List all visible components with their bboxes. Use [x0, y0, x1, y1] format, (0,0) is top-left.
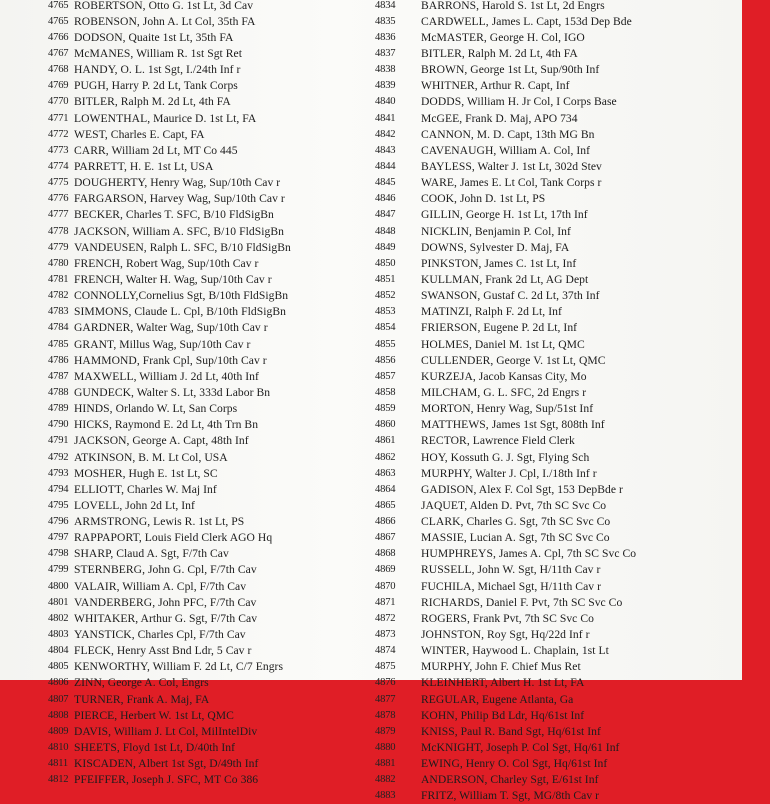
entry-name: MOSHER, Hugh E. 1st Lt, SC [74, 466, 218, 480]
entry-name: FRENCH, Robert Wag, Sup/10th Cav r [74, 256, 259, 270]
entry-name: LOVELL, John 2d Lt, Inf [74, 498, 195, 512]
list-item [12, 94, 364, 110]
entry-number: 4878 [375, 709, 396, 721]
entry-number: 4837 [375, 47, 396, 59]
entry-name: FUCHILA, Michael Sgt, H/11th Cav r [421, 579, 601, 593]
list-item [375, 433, 740, 449]
entry-number: 4853 [375, 306, 396, 318]
entry-name: KOHN, Philip Bd Ldr, Hq/61st Inf [421, 708, 585, 722]
entry-number: 4766 [48, 31, 69, 43]
entry-number: 4870 [375, 580, 396, 592]
entry-name: KENWORTHY, William F. 2d Lt, C/7 Engrs [74, 660, 284, 674]
entry-name: NICKLIN, Benjamin P. Col, Inf [421, 224, 571, 238]
entry-number: 4787 [48, 370, 69, 382]
entry-number: 4806 [48, 677, 69, 689]
entry-name: RUSSELL, John W. Sgt, H/11th Cav r [421, 563, 601, 577]
entry-name: KLEINHERT, Albert H. 1st Lt, FA [421, 676, 585, 690]
entry-number: 4846 [375, 193, 396, 205]
entry-name: RECTOR, Lawrence Field Clerk [421, 434, 575, 448]
list-item [12, 417, 364, 433]
entry-number: 4839 [375, 80, 396, 92]
entry-number: 4834 [375, 0, 396, 11]
list-item [12, 578, 364, 594]
list-item [375, 352, 740, 368]
entry-name: GILLIN, George H. 1st Lt, 17th Inf [421, 208, 588, 222]
entry-name: FRITZ, William T. Sgt, MG/8th Cav r [421, 789, 600, 803]
entry-number: 4863 [375, 467, 396, 479]
entry-name: HUMPHREYS, James A. Cpl, 7th SC Svc Co [421, 547, 637, 561]
entry-name: GRANT, Millus Wag, Sup/10th Cav r [74, 337, 251, 351]
list-item [375, 110, 740, 126]
list-item [12, 45, 364, 61]
list-item [12, 465, 364, 481]
entry-number: 4783 [48, 306, 69, 318]
entry-number: 4857 [375, 370, 396, 382]
entry-number: 4871 [375, 596, 396, 608]
list-item [375, 175, 740, 191]
list-item [12, 497, 364, 513]
entry-number: 4849 [375, 241, 396, 253]
list-item [375, 417, 740, 433]
entry-number: 4773 [48, 144, 69, 156]
list-item [375, 772, 740, 788]
entry-name: PARRETT, H. E. 1st Lt, USA [74, 159, 214, 173]
entry-name: DAVIS, William J. Lt Col, MilIntelDiv [74, 724, 258, 738]
entry-number: 4777 [48, 209, 69, 221]
entry-name: McMASTER, George H. Col, IGO [421, 30, 585, 44]
list-item [375, 13, 740, 29]
entry-number: 4765 [48, 0, 69, 11]
entry-number: 4835 [375, 15, 396, 27]
list-item [12, 594, 364, 610]
entry-number: 4838 [375, 64, 396, 76]
entry-name: ZINN, George A. Col, Engrs [74, 676, 209, 690]
entry-number: 4860 [375, 419, 396, 431]
entry-number: 4882 [375, 774, 396, 786]
entry-number: 4877 [375, 693, 396, 705]
entry-number: 4792 [48, 451, 69, 463]
entry-number: 4883 [375, 790, 396, 802]
entry-name: MATTHEWS, James 1st Sgt, 808th Inf [421, 418, 605, 432]
entry-number: 4797 [48, 532, 69, 544]
entry-number: 4767 [48, 47, 69, 59]
entry-number: 4845 [375, 177, 396, 189]
entry-name: MAXWELL, William J. 2d Lt, 40th Inf [74, 369, 259, 383]
entry-name: HAMMOND, Frank Cpl, Sup/10th Cav r [74, 353, 267, 367]
list-item [12, 691, 364, 707]
list-item [12, 110, 364, 126]
entry-number: 4843 [375, 144, 396, 156]
list-item [375, 94, 740, 110]
list-item [375, 45, 740, 61]
entry-name: FLECK, Henry Asst Bnd Ldr, 5 Cav r [74, 644, 252, 658]
entry-name: SWANSON, Gustaf C. 2d Lt, 37th Inf [421, 289, 600, 303]
list-item [375, 610, 740, 626]
entry-name: CANNON, M. D. Capt, 13th MG Bn [421, 127, 595, 141]
list-item [12, 191, 364, 207]
list-item [375, 401, 740, 417]
list-item [375, 0, 740, 13]
entry-number: 4812 [48, 774, 69, 786]
entry-name: McKNIGHT, Joseph P. Col Sgt, Hq/61 Inf [421, 741, 620, 755]
entry-number: 4869 [375, 564, 396, 576]
list-item [375, 271, 740, 287]
list-item [12, 449, 364, 465]
entry-name: DODDS, William H. Jr Col, I Corps Base [421, 95, 617, 109]
list-item [375, 626, 740, 642]
entry-number: 4775 [48, 177, 69, 189]
entry-name: TURNER, Frank A. Maj, FA [74, 692, 210, 706]
list-item [12, 643, 364, 659]
entry-number: 4858 [375, 386, 396, 398]
entry-name: ANDERSON, Charley Sgt, E/61st Inf [421, 773, 599, 787]
list-item [12, 175, 364, 191]
list-item [12, 288, 364, 304]
entry-number: 4881 [375, 758, 396, 770]
entry-name: BARRONS, Harold S. 1st Lt, 2d Engrs [421, 0, 605, 12]
entry-name: DODSON, Quaite 1st Lt, 35th FA [74, 30, 234, 44]
list-item [375, 320, 740, 336]
entry-name: MURPHY, Walter J. Cpl, I./18th Inf r [421, 466, 597, 480]
entry-name: BECKER, Charles T. SFC, B/10 FldSigBn [74, 208, 274, 222]
entry-name: PFEIFFER, Joseph J. SFC, MT Co 386 [74, 773, 259, 787]
list-item [375, 643, 740, 659]
entry-number: 4811 [48, 758, 68, 770]
list-item [12, 62, 364, 78]
entry-number: 4840 [375, 96, 396, 108]
entry-name: MATINZI, Ralph F. 2d Lt, Inf [421, 305, 562, 319]
entry-number: 4866 [375, 516, 396, 528]
entry-number: 4789 [48, 403, 69, 415]
entry-number: 4776 [48, 193, 69, 205]
list-item [12, 368, 364, 384]
entry-number: 4798 [48, 548, 69, 560]
entry-name: McGEE, Frank D. Maj, APO 734 [421, 111, 578, 125]
entry-name: SHARP, Claud A. Sgt, F/7th Cav [74, 547, 229, 561]
list-item [12, 401, 364, 417]
entry-name: McMANES, William R. 1st Sgt Ret [74, 46, 243, 60]
entry-number: 4774 [48, 160, 69, 172]
list-item [375, 691, 740, 707]
entry-number: 4855 [375, 338, 396, 350]
entry-number: 4876 [375, 677, 396, 689]
list-item [12, 562, 364, 578]
entry-name: KNISS, Paul R. Band Sgt, Hq/61st Inf [421, 724, 601, 738]
entry-number: 4867 [375, 532, 396, 544]
entry-name: JACKSON, George A. Capt, 48th Inf [74, 434, 249, 448]
entry-name: FARGARSON, Harvey Wag, Sup/10th Cav r [74, 192, 285, 206]
entry-name: JACKSON, William A. SFC, B/10 FldSigBn [74, 224, 284, 238]
entry-number: 4851 [375, 273, 396, 285]
list-item [375, 207, 740, 223]
entry-number: 4772 [48, 128, 69, 140]
entry-number: 4868 [375, 548, 396, 560]
entry-number: 4781 [48, 273, 69, 285]
list-item [375, 255, 740, 271]
entry-name: MILCHAM, G. L. SFC, 2d Engrs r [421, 385, 587, 399]
list-item [375, 142, 740, 158]
list-item [375, 465, 740, 481]
entry-number: 4796 [48, 516, 69, 528]
entry-name: VANDEUSEN, Ralph L. SFC, B/10 FldSigBn [74, 240, 291, 254]
list-item [12, 352, 364, 368]
entry-name: VANDERBERG, John PFC, F/7th Cav [74, 595, 257, 609]
list-item [375, 659, 740, 675]
list-item [375, 707, 740, 723]
entry-number: 4841 [375, 112, 396, 124]
list-item [12, 142, 364, 158]
entry-name: BROWN, George 1st Lt, Sup/90th Inf [421, 63, 600, 77]
entry-number: 4859 [375, 403, 396, 415]
entry-name: SHEETS, Floyd 1st Lt, D/40th Inf [74, 741, 236, 755]
list-item [12, 546, 364, 562]
list-item [12, 304, 364, 320]
list-item [12, 223, 364, 239]
entry-number: 4836 [375, 31, 396, 43]
entry-number: 4771 [48, 112, 69, 124]
list-item [375, 530, 740, 546]
entry-name: HINDS, Orlando W. Lt, San Corps [74, 402, 238, 416]
entry-name: YANSTICK, Charles Cpl, F/7th Cav [74, 628, 246, 642]
right-column [375, 0, 740, 804]
list-item [375, 304, 740, 320]
list-item [375, 788, 740, 804]
entry-name: COOK, John D. 1st Lt, PS [421, 192, 546, 206]
entry-name: MURPHY, John F. Chief Mus Ret [421, 660, 581, 674]
entry-name: BAYLESS, Walter J. 1st Lt, 302d Stev [421, 159, 602, 173]
entry-number: 4880 [375, 742, 396, 754]
entry-number: 4788 [48, 386, 69, 398]
entry-name: FRENCH, Walter H. Wag, Sup/10th Cav r [74, 272, 272, 286]
entry-name: PUGH, Harry P. 2d Lt, Tank Corps [74, 79, 238, 93]
entry-number: 4793 [48, 467, 69, 479]
entry-name: GARDNER, Walter Wag, Sup/10th Cav r [74, 321, 268, 335]
list-item [375, 739, 740, 755]
entry-name: SIMMONS, Claude L. Cpl, B/10th FldSigBn [74, 305, 286, 319]
list-item [12, 659, 364, 675]
entry-number: 4794 [48, 483, 69, 495]
list-item [12, 207, 364, 223]
entry-name: WHITAKER, Arthur G. Sgt, F/7th Cav [74, 611, 258, 625]
entry-number: 4795 [48, 499, 69, 511]
list-item [375, 336, 740, 352]
list-item [375, 368, 740, 384]
entry-number: 4864 [375, 483, 396, 495]
entry-name: KISCADEN, Albert 1st Sgt, D/49th Inf [74, 757, 259, 771]
entry-number: 4873 [375, 629, 396, 641]
entry-name: HOY, Kossuth G. J. Sgt, Flying Sch [421, 450, 590, 464]
entry-number: 4848 [375, 225, 396, 237]
entry-name: FRIERSON, Eugene P. 2d Lt, Inf [421, 321, 578, 335]
entry-number: 4809 [48, 725, 69, 737]
list-item [375, 449, 740, 465]
entry-number: 4778 [48, 225, 69, 237]
list-item [375, 756, 740, 772]
list-item [375, 497, 740, 513]
entry-number: 4765 [48, 15, 69, 27]
entry-number: 4803 [48, 629, 69, 641]
entry-number: 4799 [48, 564, 69, 576]
list-item [375, 675, 740, 691]
list-item [12, 78, 364, 94]
list-item [375, 62, 740, 78]
entry-number: 4782 [48, 290, 69, 302]
entry-number: 4785 [48, 338, 69, 350]
entry-number: 4770 [48, 96, 69, 108]
entry-name: CAVENAUGH, William A. Col, Inf [421, 143, 591, 157]
entry-name: MASSIE, Lucian A. Sgt, 7th SC Svc Co [421, 531, 610, 545]
entry-number: 4808 [48, 709, 69, 721]
entry-number: 4780 [48, 257, 69, 269]
entry-name: KULLMAN, Frank 2d Lt, AG Dept [421, 272, 589, 286]
entry-number: 4805 [48, 661, 69, 673]
entry-number: 4856 [375, 354, 396, 366]
entry-name: KURZEJA, Jacob Kansas City, Mo [421, 369, 587, 383]
list-item [12, 610, 364, 626]
entry-number: 4786 [48, 354, 69, 366]
entry-number: 4801 [48, 596, 69, 608]
list-item [12, 675, 364, 691]
list-item [375, 78, 740, 94]
list-item [375, 223, 740, 239]
list-item [375, 239, 740, 255]
entry-number: 4779 [48, 241, 69, 253]
list-item [12, 0, 364, 13]
list-item [12, 320, 364, 336]
entry-number: 4875 [375, 661, 396, 673]
entry-number: 4865 [375, 499, 396, 511]
entry-name: CULLENDER, George V. 1st Lt, QMC [421, 353, 606, 367]
list-item [375, 546, 740, 562]
list-item [375, 288, 740, 304]
list-item [12, 433, 364, 449]
list-item [375, 514, 740, 530]
entry-name: DOUGHERTY, Henry Wag, Sup/10th Cav r [74, 176, 281, 190]
entry-name: GUNDECK, Walter S. Lt, 333d Labor Bn [74, 385, 271, 399]
list-item [12, 126, 364, 142]
list-item [12, 626, 364, 642]
entry-name: HANDY, O. L. 1st Sgt, I./24th Inf r [74, 63, 241, 77]
entry-name: ROBERTSON, Otto G. 1st Lt, 3d Cav [74, 0, 254, 12]
entry-name: EWING, Henry O. Col Sgt, Hq/61st Inf [421, 757, 608, 771]
entry-name: HOLMES, Daniel M. 1st Lt, QMC [421, 337, 585, 351]
list-item [375, 578, 740, 594]
list-item [12, 707, 364, 723]
entry-number: 4784 [48, 322, 69, 334]
entry-name: JAQUET, Alden D. Pvt, 7th SC Svc Co [421, 498, 607, 512]
list-item [12, 13, 364, 29]
entry-number: 4791 [48, 435, 69, 447]
entry-name: ARMSTRONG, Lewis R. 1st Lt, PS [74, 515, 245, 529]
entry-number: 4800 [48, 580, 69, 592]
entry-number: 4768 [48, 64, 69, 76]
entry-name: HICKS, Raymond E. 2d Lt, 4th Trn Bn [74, 418, 259, 432]
entry-name: WARE, James E. Lt Col, Tank Corps r [421, 176, 602, 190]
list-item [12, 29, 364, 45]
list-item [375, 594, 740, 610]
entry-name: CLARK, Charles G. Sgt, 7th SC Svc Co [421, 515, 611, 529]
entry-number: 4769 [48, 80, 69, 92]
entry-number: 4804 [48, 645, 69, 657]
entry-number: 4802 [48, 612, 69, 624]
entry-number: 4790 [48, 419, 69, 431]
entry-name: REGULAR, Eugene Atlanta, Ga [421, 692, 574, 706]
list-item [375, 158, 740, 174]
list-item [12, 384, 364, 400]
entry-number: 4842 [375, 128, 396, 140]
entry-name: MORTON, Henry Wag, Sup/51st Inf [421, 402, 594, 416]
list-item [12, 271, 364, 287]
list-item [12, 336, 364, 352]
list-item [12, 255, 364, 271]
entry-number: 4844 [375, 160, 396, 172]
list-item [375, 481, 740, 497]
list-item [375, 384, 740, 400]
entry-number: 4847 [375, 209, 396, 221]
left-column [12, 0, 364, 788]
entry-name: ROBENSON, John A. Lt Col, 35th FA [74, 14, 256, 28]
list-item [12, 158, 364, 174]
entry-name: DOWNS, Sylvester D. Maj, FA [421, 240, 570, 254]
entry-name: WEST, Charles E. Capt, FA [74, 127, 205, 141]
entry-number: 4874 [375, 645, 396, 657]
list-item [375, 126, 740, 142]
entry-number: 4807 [48, 693, 69, 705]
list-item [375, 191, 740, 207]
entry-number: 4850 [375, 257, 396, 269]
entry-name: STERNBERG, John G. Cpl, F/7th Cav [74, 563, 257, 577]
entry-name: JOHNSTON, Roy Sgt, Hq/22d Inf r [421, 628, 590, 642]
entry-name: CARR, William 2d Lt, MT Co 445 [74, 143, 238, 157]
entry-number: 4879 [375, 725, 396, 737]
list-item [12, 530, 364, 546]
list-item [375, 723, 740, 739]
entry-name: RAPPAPORT, Louis Field Clerk AGO Hq [74, 531, 273, 545]
entry-name: GADISON, Alex F. Col Sgt, 153 DepBde r [421, 482, 623, 496]
list-item [12, 756, 364, 772]
list-item [12, 239, 364, 255]
list-item [12, 514, 364, 530]
entry-name: VALAIR, William A. Cpl, F/7th Cav [74, 579, 247, 593]
entry-name: ELLIOTT, Charles W. Maj Inf [74, 482, 217, 496]
entry-number: 4872 [375, 612, 396, 624]
list-item [375, 562, 740, 578]
list-item [12, 772, 364, 788]
entry-name: BITLER, Ralph M. 2d Lt, 4th FA [74, 95, 231, 109]
entry-name: ROGERS, Frank Pvt, 7th SC Svc Co [421, 611, 594, 625]
entry-name: WHITNER, Arthur R. Capt, Inf [421, 79, 570, 93]
list-item [12, 739, 364, 755]
entry-number: 4861 [375, 435, 396, 447]
entry-name: BITLER, Ralph M. 2d Lt, 4th FA [421, 46, 578, 60]
list-item [12, 723, 364, 739]
entry-name: WINTER, Haywood L. Chaplain, 1st Lt [421, 644, 609, 658]
list-item [375, 29, 740, 45]
entry-name: RICHARDS, Daniel F. Pvt, 7th SC Svc Co [421, 595, 623, 609]
list-item [12, 481, 364, 497]
entry-number: 4852 [375, 290, 396, 302]
entry-number: 4854 [375, 322, 396, 334]
entry-name: PINKSTON, James C. 1st Lt, Inf [421, 256, 577, 270]
entry-name: PIERCE, Herbert W. 1st Lt, QMC [74, 708, 234, 722]
entry-name: CARDWELL, James L. Capt, 153d Dep Bde [421, 14, 632, 28]
entry-number: 4862 [375, 451, 396, 463]
entry-number: 4810 [48, 742, 69, 754]
entry-name: ATKINSON, B. M. Lt Col, USA [74, 450, 228, 464]
entry-name: CONNOLLY,Cornelius Sgt, B/10th FldSigBn [74, 289, 289, 303]
entry-name: LOWENTHAL, Maurice D. 1st Lt, FA [74, 111, 257, 125]
